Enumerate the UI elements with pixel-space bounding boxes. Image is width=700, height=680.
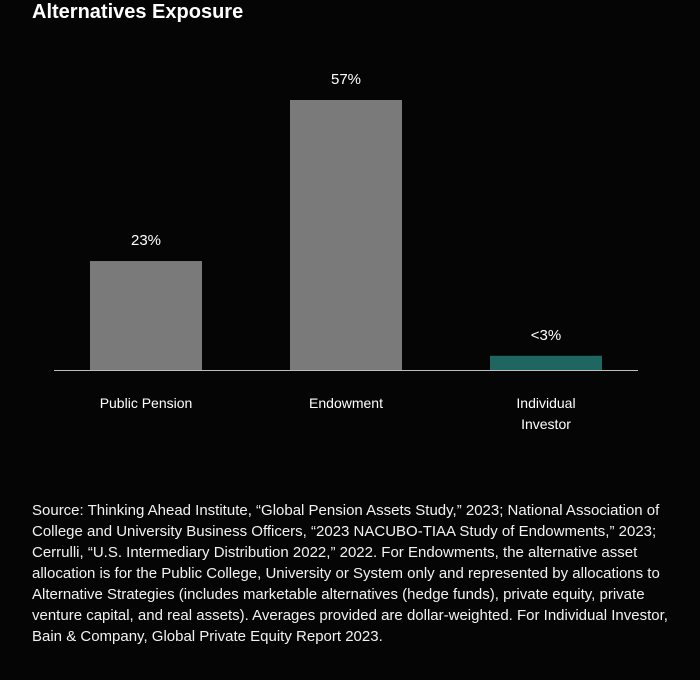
bar-chart [0,40,700,460]
bar-public-pension [90,261,202,370]
category-label: Individual Investor [516,395,576,432]
category-label: Public Pension [99,395,193,411]
chart-title: Alternatives Exposure [32,1,244,23]
bar-individual-investor [490,356,602,370]
bar-endowment [290,100,402,370]
category-label: Endowment [309,395,383,411]
data-label: 23% [130,232,162,250]
data-label: 57% [330,71,362,88]
source-note: Source: Thinking Ahead Institute, “Global Pension Assets Study,” 2023; National Association of College and University Business Officers, “2023 NACUBO-TIAA Study of Endowments,” 2023; Cerrulli, “U.S. Intermediary Distribution 2022,” 2022. For Endowments, the alternative asset allocation is for the Public College, University or System only and represented by allocations to Alternative Strategies (includes marketable alternatives (hedge funds), private equity, private venture capital, and real assets). Averages provided are dollar-weighted. For Individual Investor, Bain & Company, Global Private Equity Report 2023. [32,502,668,645]
data-label: <3% [530,326,562,344]
